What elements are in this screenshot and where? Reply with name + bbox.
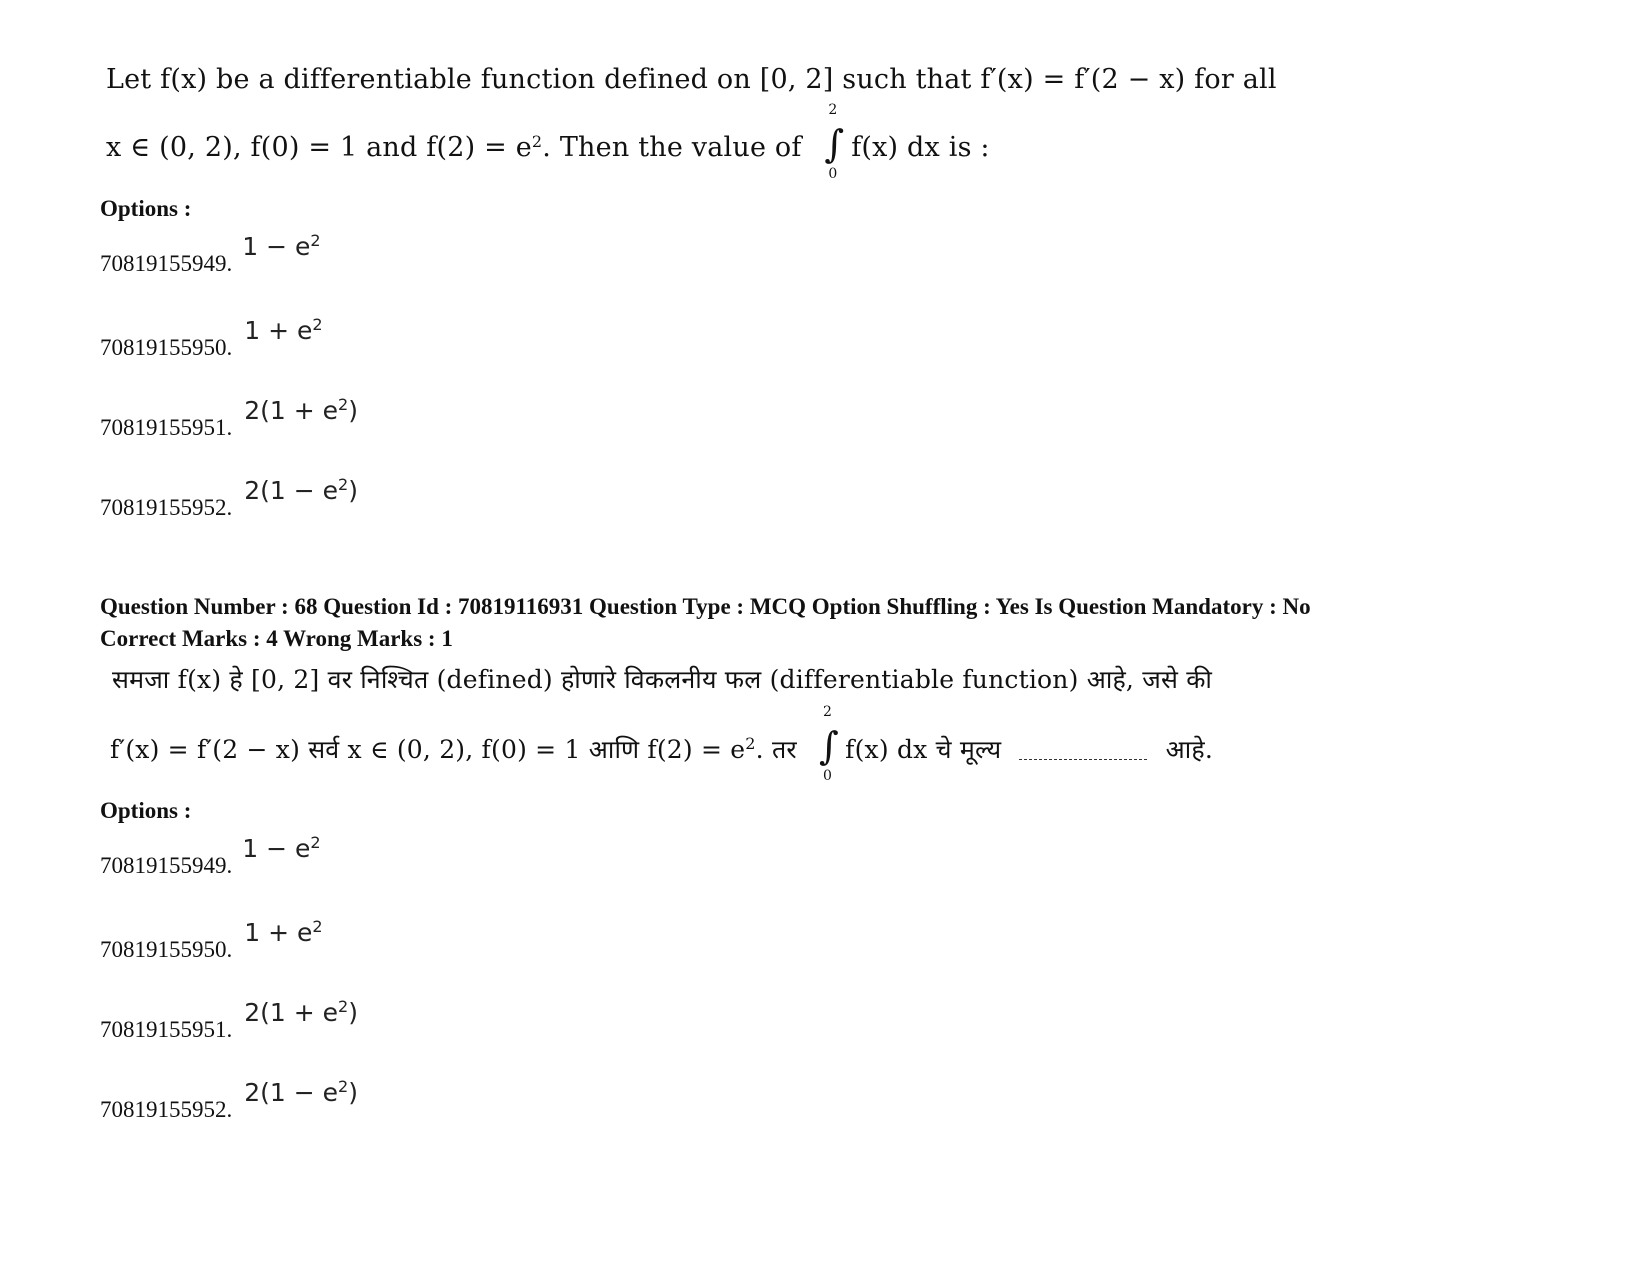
q2-text-line2-b: . तर — [755, 735, 797, 764]
q1-option-2 — [100, 315, 323, 360]
q1-text-line2-a: x ∈ (0, 2), f(0) = 1 and f(2) = e — [106, 132, 532, 163]
option-id: 70819155950. — [100, 335, 233, 360]
option-value: $2(1 + e^2)$ — [244, 395, 358, 425]
option-value: $1 + e^2$ — [244, 315, 323, 345]
q2-header-line2: Correct Marks : 4 Wrong Marks : 1 — [100, 626, 453, 651]
option-id: 70819155949. — [100, 251, 233, 276]
q2-text-line2-c: f(x) dx चे मूल्य — [845, 735, 1002, 764]
integral-symbol: 2 ∫ 0 — [824, 102, 845, 182]
option-value: $2(1 - e^2)$ — [244, 475, 358, 505]
q2-option-4 — [100, 1077, 358, 1122]
q1-option-3 — [100, 395, 358, 440]
option-value: $2(1 + e^2)$ — [244, 997, 358, 1027]
option-id: 70819155952. — [100, 495, 233, 520]
q1-text-line2 — [106, 102, 990, 182]
q2-text-line1: समजा f(x) हे [0, 2] वर निश्चित (defined) होणारे विकलनीय फल (differentiable function) आहे, जसे की — [112, 665, 1213, 694]
q2-text-line2-d: आहे. — [1165, 735, 1213, 764]
q1-text-line1: Let f(x) be a differentiable function defined on [0, 2] such that f′(x) = f′(2 − x) for all — [106, 64, 1277, 95]
q2-exponent: 2 — [745, 734, 756, 753]
q1-option-1 — [100, 231, 321, 276]
q2-text-line2-a: f′(x) = f′(2 − x) सर्व x ∈ (0, 2), f(0) = 1 आणि f(2) = e — [110, 735, 746, 764]
q2-header-line1: Question Number : 68 Question Id : 70819116931 Question Type : MCQ Option Shuffling : Yes Is Question Mandatory : No — [100, 594, 1311, 619]
q2-option-3 — [100, 997, 358, 1042]
option-id: 70819155949. — [100, 853, 233, 878]
q1-exponent: 2 — [531, 132, 543, 151]
integral-lower-bound: 0 — [828, 166, 838, 182]
answer-blank — [1019, 737, 1147, 760]
integral-symbol: 2 ∫ 0 — [818, 704, 839, 784]
integral-upper-bound: 2 — [828, 102, 838, 118]
q2-text-line2 — [110, 704, 1213, 784]
q1-text-line2-c: f(x) dx is : — [851, 132, 990, 163]
integral-lower-bound: 0 — [822, 768, 833, 784]
option-id: 70819155951. — [100, 1017, 233, 1042]
q2-option-1 — [100, 833, 321, 878]
q1-option-4 — [100, 475, 358, 520]
option-id: 70819155950. — [100, 937, 233, 962]
q1-text-line2-b: . Then the value of — [542, 132, 802, 163]
option-value: $1 - e^2$ — [242, 231, 321, 261]
option-value: $1 + e^2$ — [244, 917, 323, 947]
q2-option-2 — [100, 917, 323, 962]
q2-options-label: Options : — [100, 798, 192, 823]
q1-options-label: Options : — [100, 196, 192, 221]
option-id: 70819155951. — [100, 415, 233, 440]
integral-upper-bound: 2 — [822, 704, 833, 720]
option-value: $1 - e^2$ — [242, 833, 321, 863]
option-value: $2(1 - e^2)$ — [244, 1077, 358, 1107]
option-id: 70819155952. — [100, 1097, 233, 1122]
